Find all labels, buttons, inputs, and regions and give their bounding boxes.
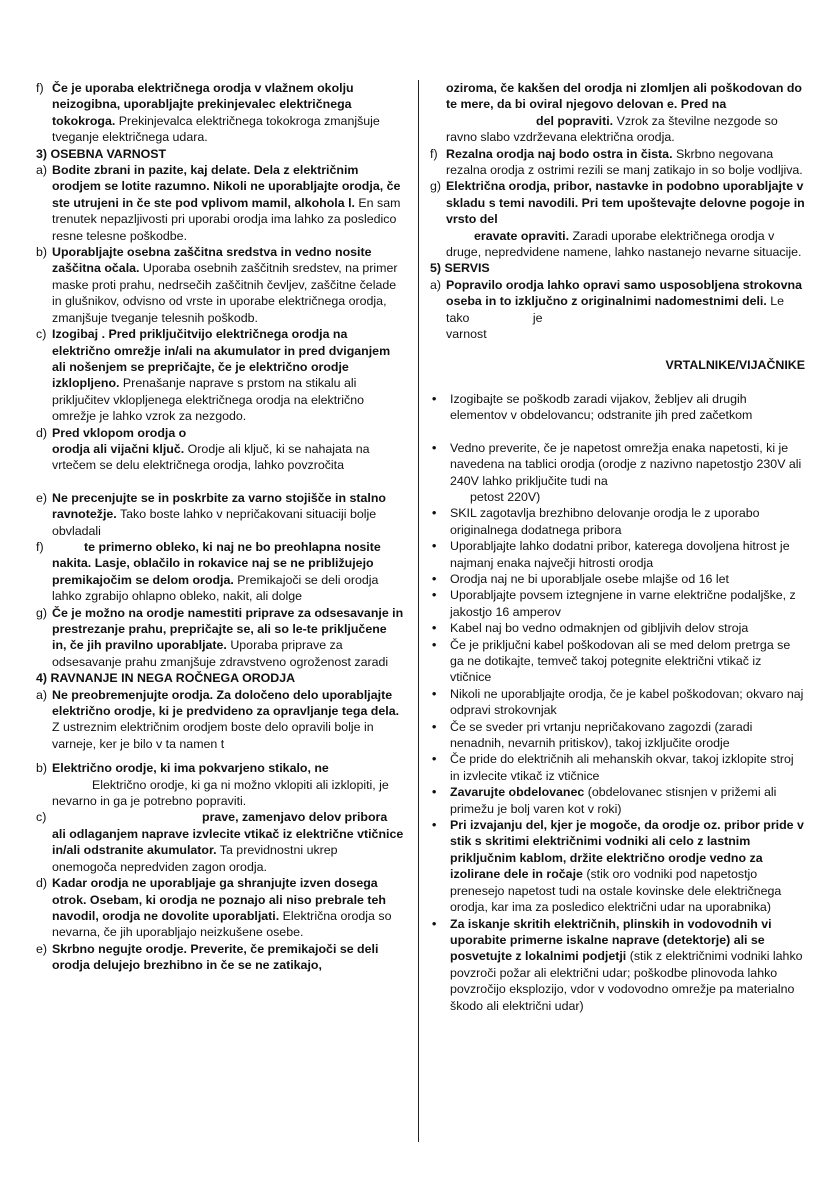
item-text: Vzrok za številne nezgode so ravno slabo vzdrževana električna orodja. <box>446 113 778 145</box>
item-text: Tako boste lahko v nepričakovani situaciji bolje obvladali <box>52 507 377 538</box>
list-item: • Če pride do električnih ali mehanskih okvar, takoj izklopite stroj in izvlecite vtikač iz vtičnice <box>430 751 805 784</box>
list-item: b) Uporabljajte osebna zaščitna sredstva in vedno nosite zaščitna očala. Uporaba osebnih zaščitnih sredstev, na primer maske proti prahu, nedrsečih zaščitnih čevljev, zaščitne čelade in glušnikov, odvisno od vrste in uporabe električnega orodja, zmanjšuje tveganje telesnih poškodb. <box>36 245 398 325</box>
list-item: • Nikoli ne uporabljajte orodja, če je kabel poškodovan; okvaro naj odpravi strokovnjak <box>430 686 805 719</box>
item-bold: Električno orodje, ki ima pokvarjeno stikalo, ne <box>52 761 329 776</box>
item-bold: Izogibaj . Pred priključitvijo električnega orodja na električno omrežje in/ali na akumulator in pred dviganjem ali nošenjem se prepričajte, če je električno orodje izklopljeno. <box>52 327 391 391</box>
list-item: g) Če je možno na orodje namestiti priprave za odsesavanje in prestrezanje prahu, prepričajte se, ali so le-te priključene in, če jih pravilno uporabljate. Uporaba priprave za odsesavanje prahu zmanjšuje zdravstveno ogroženost zaradi <box>36 605 404 669</box>
item-bold: Kadar orodja ne uporabljaje ga shranjujte izven dosega otrok. Osebam, ki orodja ne poznajo ali niso prebrale teh navodil, orodja ne dovolite uporabljati. <box>52 876 386 923</box>
item-bold: Rezalna orodja naj bodo ostra in čista. <box>446 146 673 161</box>
list-item: • Uporabljajte lahko dodatni pribor, katerega dovoljena hitrost je najmanj enaka največji hitrosti orodja <box>430 538 805 571</box>
list-item: e) Skrbno negujte orodje. Preverite, če premikajoči se deli orodja delujejo brezhibno in če se ne zatikajo, <box>36 941 379 973</box>
list-item <box>430 80 805 146</box>
item-text: Ta previdnostni ukrep onemogoča nepredviden zagon orodja. <box>52 843 338 874</box>
item-text: Prenašanje naprave s prstom na stikalu ali priključitev vklopljenega električnega orodja na električno omrežje je lahko vzrok za nezgodo. <box>52 376 365 424</box>
item-text: Električna orodja so nevarna, če jih uporabljajo neizkušene osebe. <box>52 908 392 940</box>
item-text: Uporaba priprave za odsesavanje prahu zmanjšuje zdravstveno ogroženost zaradi <box>52 638 389 669</box>
list-item: f) te primerno obleko, ki naj ne bo preohlapna nosite nakita. Lasje, oblačilo in rokavice naj se ne približujejo premikajočim se delom orodja. Premikajoči se deli orodja lahko zgrabijo ohlapno obleko, nakit, ali dolge <box>36 539 381 604</box>
list-item: a) Popravilo orodja lahko opravi samo usposobljena strokovna oseba in to izključno z originalnimi nadomestnimi deli. Le tako je varnost <box>430 277 802 342</box>
list-item: • Vedno preverite, če je napetost omrežja enaka napetosti, ki je navedena na tablici orodja (orodje z nazivno napetostjo 230V ali 240V lahko priključite tudi na petost 220V) <box>430 440 805 506</box>
item-bold: te primerno obleko, ki naj ne bo preohlapna nosite nakita. Lasje, oblačilo in rokavice naj se ne približujejo premikajočim se delom orodja. <box>52 539 381 587</box>
item-bold: Ne preobremenjujte orodja. Za določeno delo uporabljajte električno orodje, ki je predvideno za opravljanje tega dela. <box>52 687 400 719</box>
section-heading: 3) OSEBNA VARNOST <box>36 146 167 161</box>
left-column <box>36 80 404 974</box>
item-text: Uporaba osebnih zaščitnih sredstev, na primer maske proti prahu, nedrsečih zaščitnih čevljev, zaščitne čelade in glušnikov, odvisno od vrste in uporabe električnega orodja, zmanjšuje tveganje telesnih poškodb. <box>52 261 398 325</box>
item-bold: Če je uporaba električnega orodja v vlažnem okolju neizogibna, uporabljajte prekinjevalec električnega tokokroga. <box>52 81 354 128</box>
item-bold: orodja ali vijačni ključ. <box>52 441 185 456</box>
section-title: VRTALNIKE/VIJAČNIKE <box>665 357 805 372</box>
list-item: • Za iskanje skritih električnih, plinskih in vodovodnih vi uporabite primerne iskalne naprave (detektorje) ali se posvetujte z lokalnimi podjetji (stik z električnimi vodniki lahko povzroči požar ali električni udar; poškodbe plinovoda lahko povzročijo eksplozijo, vdor v vodovodno omrežje pa materialno škodo ali električni udar) <box>430 916 805 1014</box>
item-text: Premikajoči se deli orodja lahko zgrabijo ohlapno obleko, nakit, ali dolge <box>52 572 379 604</box>
list-item: e) Ne precenjujte se in poskrbite za varno stojišče in stalno ravnotežje. Tako boste lahko v nepričakovani situaciji bolje obvladali <box>36 490 386 538</box>
item-text: je <box>532 310 543 325</box>
list-item: • Uporabljajte povsem iztegnjene in varne električne podaljške, z jakostjo 16 amperov <box>430 587 805 620</box>
list-item: • Če je priključni kabel poškodovan ali se med delom pretrga se ga ne dotikajte, temveč takoj potegnite električni vtikač iz vtičnice <box>430 637 805 686</box>
list-item: f) Rezalna orodja naj bodo ostra in čista. Skrbno negovana rezalna orodja z ostrimi rezili se manj zatikajo in so bolje vodljiva. <box>430 146 803 178</box>
list-item: • Orodja naj ne bi uporabljale osebe mlajše od 16 let <box>430 571 805 587</box>
item-text: Le tako <box>446 294 785 325</box>
item-text: Z ustreznim električnim orodjem boste delo opravili bolje in varneje, ker je bilo v ta namen t <box>52 720 374 751</box>
list-item: • Če se sveder pri vrtanju nepričakovano zagozdi (zaradi nenadnih, nevarnih pritiskov), takoj izključite orodje <box>430 719 805 752</box>
item-bold: Popravilo orodja lahko opravi samo usposobljena strokovna oseba in to izključno z originalnimi nadomestnimi deli. <box>446 277 802 309</box>
list-item: • Izogibajte se poškodb zaradi vijakov, žebljev ali drugih elementov v obdelovancu; odstranite jih pred začetkom <box>430 391 805 424</box>
item-bold: Pred vklopom orodja o <box>52 425 187 440</box>
item-bold: Ne precenjujte se in poskrbite za varno stojišče in stalno ravnotežje. <box>52 490 386 522</box>
list-item: • SKIL zagotavlja brezhibno delovanje orodja le z uporabo originalnega dodatnega pribora <box>430 505 805 538</box>
item-text: En sam trenutek nepazljivosti pri uporabi orodja ima lahko za posledico resne telesne poškodbe. <box>52 195 401 243</box>
item-text: Orodje ali ključ, ki se nahajata na vrtečem se delu električnega orodja, lahko povzročita <box>52 441 370 473</box>
item-bold: eravate opraviti. <box>474 228 570 243</box>
item-bold: Če je možno na orodje namestiti priprave za odsesavanje in prestrezanje prahu, prepričajte se, ali so le-te priključene in, če jih pravilno uporabljate. <box>52 605 404 653</box>
item-text: Skrbno negovana rezalna orodja z ostrimi rezili se manj zatikajo in so bolje vodljiva. <box>446 146 803 178</box>
list-item: a) Bodite zbrani in pazite, kaj delate. Dela z električnim orodjem se lotite razumno. Nikoli ne uporabljajte orodja, če ste utrujeni in če ste pod vplivom mamil, alkohola l. En sam trenutek nepazljivosti pri uporabi orodja ima lahko za posledico resne telesne poškodbe. <box>36 163 401 243</box>
list-item: g) Električna orodja, pribor, nastavke in podobno uporabljajte v skladu s temi navodili. Pri tem upoštevajte delovne pogoje in vrsto del eravate opraviti. Zaradi uporabe električnega orodja v druge, nepredvidene namene, lahko nastanejo nevarne situacije. <box>430 179 805 260</box>
list-item: • Pri izvajanju del, kjer je mogoče, da orodje oz. pribor pride v stik s skritimi električnimi vodniki ali celo z lastnim priključnim kablom, držite električno orodje vedno za izolirane dele in ročaje (stik oro vodniki pod napetostjo prenesejo napetost tudi na ostale kovinske dele električnega orodja, kar ima za posledico električni udar na uporabnika) <box>430 817 805 915</box>
item-bold: Uporabljajte osebna zaščitna sredstva in vedno nosite zaščitna očala. <box>52 245 372 276</box>
item-text: Zaradi uporabe električnega orodja v druge, nepredvidene namene, lahko nastanejo nevarne situacije. <box>446 228 802 260</box>
item-text: Prekinjevalca električnega tokokroga zmanjšuje tveganje električnega udara. <box>52 113 380 145</box>
bullet-list <box>430 391 805 1014</box>
list-item: a) Ne preobremenjujte orodja. Za določeno delo uporabljajte električno orodje, ki je predvideno za opravljanje tega dela. Z ustreznim električnim orodjem boste delo opravili bolje in varneje, ker je bilo v ta namen t <box>36 687 400 751</box>
list-item: c) Izogibaj . Pred priključitvijo električnega orodja na električno omrežje in/ali na akumulator in pred dviganjem ali nošenjem se prepričajte, če je električno orodje izklopljeno. Prenašanje naprave s prstom na stikalu ali priključitev vklopljenega električnega orodja na električno omrežje je lahko vzrok za nezgodo. <box>36 327 391 424</box>
list-item: b) Električno orodje, ki ima pokvarjeno stikalo, ne Električno orodje, ki ga ni možno vklopiti ali izklopiti, je nevarno in ga je potrebno popraviti. <box>36 761 389 809</box>
list-item: d) Pred vklopom orodja o orodja ali vijačni ključ. Orodje ali ključ, ki se nahajata na vrtečem se delu električnega orodja, lahko povzročita <box>36 425 370 473</box>
list-item: • Kabel naj bo vedno odmaknjen od gibljivih delov stroja <box>430 620 805 636</box>
item-bold: del popraviti. <box>536 113 614 128</box>
list-item: f) Če je uporaba električnega orodja v vlažnem okolju neizogibna, uporabljajte prekinjevalec električnega tokokroga. Prekinjevalca električnega tokokroga zmanjšuje tveganje električnega udara. <box>36 81 380 145</box>
list-item: • Zavarujte obdelovanec (obdelovanec stisnjen v prižemi ali primežu je bolj varen kot v roki) <box>430 784 805 817</box>
list-item: c) prave, zamenjavo delov pribora ali odlaganjem naprave izvlecite vtikač iz električne vtičnice in/ali odstranite akumulator. Ta previdnostni ukrep onemogoča nepredviden zagon orodja. <box>36 810 404 874</box>
item-bold: oziroma, če kakšen del orodja ni zlomljen ali poškodovan do te mere, da bi oviral njegovo delovan e. Pred na <box>446 81 802 112</box>
item-text: Električno orodje, ki ga ni možno vklopiti ali izklopiti, je nevarno in ga je potrebno popraviti. <box>52 777 389 809</box>
item-bold: Bodite zbrani in pazite, kaj delate. Dela z električnim orodjem se lotite razumno. Nikoli ne uporabljajte orodja, če ste utrujeni in če ste pod vplivom mamil, alkohola l. <box>52 163 401 210</box>
section-heading: 4) RAVNANJE IN NEGA ROČNEGA ORODJA <box>36 671 296 686</box>
item-text: varnost <box>446 327 487 342</box>
section-heading: 5) SERVIS <box>430 261 490 276</box>
column-divider <box>418 80 419 1142</box>
item-bold: prave, zamenjavo delov pribora ali odlaganjem naprave izvlecite vtikač iz električne vtičnice in/ali odstranite akumulator. <box>52 810 404 858</box>
item-bold: Električna orodja, pribor, nastavke in podobno uporabljajte v skladu s temi navodili. Pri tem upoštevajte delovne pogoje in vrsto del <box>446 179 805 227</box>
list-item: d) Kadar orodja ne uporabljaje ga shranjujte izven dosega otrok. Osebam, ki orodja ne poznajo ali niso prebrale teh navodil, orodja ne dovolite uporabljati. Električna orodja so nevarna, če jih uporabljajo neizkušene osebe. <box>36 876 392 940</box>
item-bold: Skrbno negujte orodje. Preverite, če premikajoči se deli orodja delujejo brezhibno in če se ne zatikajo, <box>52 941 379 973</box>
right-column <box>430 80 805 1014</box>
